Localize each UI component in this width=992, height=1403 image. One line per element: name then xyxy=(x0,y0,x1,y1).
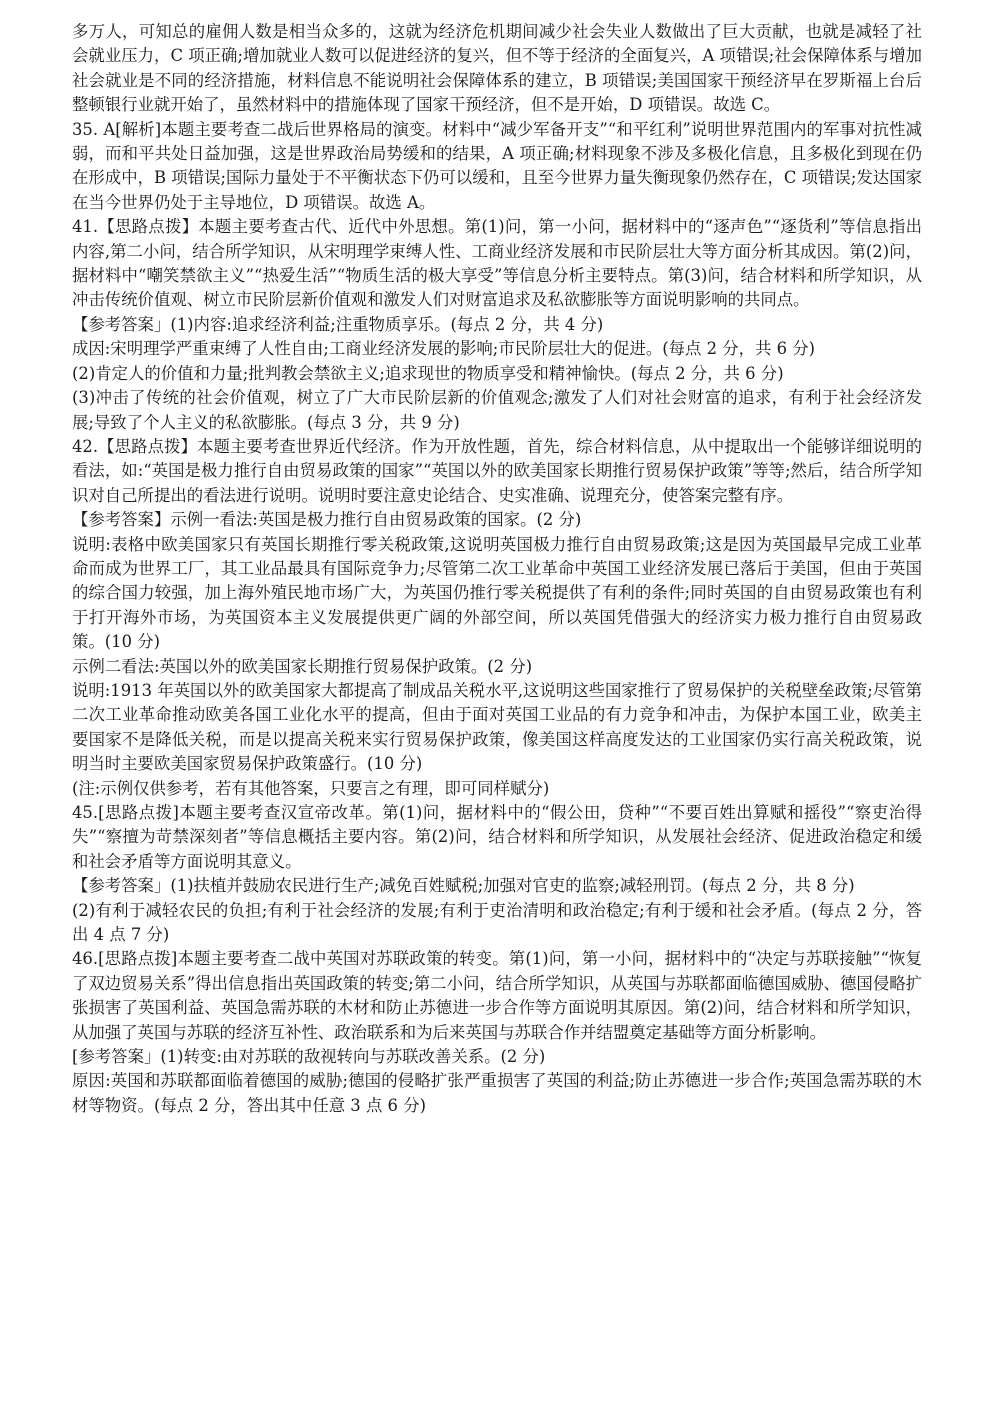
paragraph-35-answer: 35. A[解析]本题主要考查二战后世界格局的演变。材料中“减少军备开支”“和平红利”说明世界范围内的军事对抗性减弱，而和平共处日益加强，这是世界政治局势缓和的结果，A 项正确;材料现象不涉及多极化信息，且多极化到现在仍在形成中，B 项错误;国际力量处于不平衡状态下仍可以缓和，且至今世界力量失衡现象仍然存在，C 项错误;发达国家在当今世界仍处于主导地位，D 项错误。故选 A。 xyxy=(72,119,922,212)
paragraph-42-explanation-2: 说明:1913 年英国以外的欧美国家大都提高了制成品关税水平,这说明这些国家推行了贸易保护的关税壁垒政策;尽管第二次工业革命推动欧美各国工业化水平的提高，但由于面对英国工业品的有力竞争和冲击，为保护本国工业，欧美主要国家不是降低关税，而是以提高关税来实行贸易保护政策，像美国这样高度发达的工业国家仍实行高关税政策，说明当时主要欧美国家贸易保护政策盛行。(10 分) xyxy=(72,680,922,774)
paragraph-41-hint: 41.【思路点拨】本题主要考查古代、近代中外思想。第(1)问，第一小问，据材料中的“逐声色”“逐货利”等信息指出内容,第二小问，结合所学知识，从宋明理学束缚人性、工商业经济发展和市民阶层壮大等方面分析其成因。第(2)问，据材料中“嘲笑禁欲主义”“热爱生活”“物质生活的极大享受”等信息分析主要特点。第(3)问，结合材料和所学知识，从冲击传统价值观、树立市民阶层新价值观和激发人们对财富追求及私欲膨胀等方面说明影响的共同点。 xyxy=(72,217,922,310)
paragraph-34-continuation: 多万人，可知总的雇佣人数是相当众多的，这就为经济危机期间减少社会失业人数做出了巨大贡献，也就是减轻了社会就业压力，C 项正确;增加就业人数可以促进经济的复兴，但不等于经济的全面复兴，A 项错误;社会保障体系与增加社会就业是不同的经济措施，材料信息不能说明社会保障体系的建立，B 项错误;美国国家干预经济早在罗斯福上台后整顿银行业就开始了，虽然材料中的措施体现了国家干预经济，但不是开始，D 项错误。故选 C。 xyxy=(72,22,922,115)
paragraph-42-note: (注:示例仅供参考，若有其他答案，只要言之有理，即可同样赋分) xyxy=(72,778,550,798)
paragraph-46-answer-1: [参考答案」(1)转变:由对苏联的敌视转向与苏联改善关系。(2 分) xyxy=(72,1047,546,1067)
paragraph-45-answer-2: (2)有利于减轻农民的负担;有利于社会经济的发展;有利于吏治清明和政治稳定;有利于缓和社会矛盾。(每点 2 分，答出 4 点 7 分) xyxy=(72,900,922,945)
paragraph-46-causes: 原因:英国和苏联都面临着德国的威胁;德国的侵略扩张严重损害了英国的利益;防止苏德进一步合作;英国急需苏联的木材等物资。(每点 2 分，答出其中任意 3 点 6 分) xyxy=(72,1071,922,1115)
paragraph-42-example-1: 【参考答案】示例一看法:英国是极力推行自由贸易政策的国家。(2 分) xyxy=(72,510,582,530)
paragraph-42-hint: 42.【思路点拨】本题主要考查世界近代经济。作为开放性题，首先，综合材料信息，从中提取出一个能够详细说明的看法，如:“英国是极力推行自由贸易政策的国家”“英国以外的欧美国家长期推行贸易保护政策”等等;然后，结合所学知识对自己所提出的看法进行说明。说明时要注意史论结合、史实准确、说理充分，使答案完整有序。 xyxy=(72,436,922,505)
paragraph-45-answer-1: 【参考答案」(1)扶植并鼓励农民进行生产;减免百姓赋税;加强对官吏的监察;减轻刑罚。(每点 2 分，共 8 分) xyxy=(72,876,855,896)
paragraph-41-answer-1: 【参考答案」(1)内容:追求经济利益;注重物质享乐。(每点 2 分，共 4 分) xyxy=(72,314,604,334)
paragraph-46-hint: 46.[思路点拨]本题主要考查二战中英国对苏联政策的转变。第(1)问，第一小问，据材料中的“决定与苏联接触”“恢复了双边贸易关系”得出信息指出英国政策的转变;第二小问，结合所学知识，从英国与苏联都面临德国威胁、德国侵略扩张损害了英国利益、英国急需苏联的木材和防止苏德进一步合作等方面说明其原因。第(2)问，结合材料和所学知识，从加强了英国与苏联的经济互补性、政治联系和为后来英国与苏联合作并结盟奠定基础等方面分析影响。 xyxy=(72,949,922,1042)
paragraph-41-answer-3: (3)冲击了传统的社会价值观，树立了广大市民阶层新的价值观念;激发了人们对社会财富的追求，有利于社会经济发展;导致了个人主义的私欲膨胀。(每点 3 分，共 9 分) xyxy=(72,388,922,432)
paragraph-42-explanation-1: 说明:表格中欧美国家只有英国长期推行零关税政策,这说明英国极力推行自由贸易政策;这是因为英国最早完成工业革命而成为世界工厂，其工业品最具有国际竞争力;尽管第二次工业革命中英国工业经济发展已落后于美国，但由于英国的综合国力较强，加上海外殖民地市场广大，为英国仍推行零关税提供了有利的条件;同时英国的自由贸易政策也有利于打开海外市场，为英国资本主义发展提供更广阔的外部空间，所以英国凭借强大的经济实力极力推行自由贸易政策。(10 分) xyxy=(72,534,922,652)
document-page xyxy=(72,20,922,1118)
paragraph-41-answer-2: (2)肯定人的价值和力量;批判教会禁欲主义;追求现世的物质享受和精神愉快。(每点 2 分，共 6 分) xyxy=(72,363,784,383)
paragraph-42-example-2: 示例二看法:英国以外的欧美国家长期推行贸易保护政策。(2 分) xyxy=(72,656,533,676)
paragraph-41-causes: 成因:宋明理学严重束缚了人性自由;工商业经济发展的影响;市民阶层壮大的促进。(每点 2 分，共 6 分) xyxy=(72,339,816,359)
paragraph-45-hint: 45.[思路点拨]本题主要考查汉宣帝改革。第(1)问，据材料中的“假公田，贷种”“不要百姓出算赋和摇役”“察吏治得失”“察擅为苛禁深刻者”等信息概括主要内容。第(2)问，结合材料和所学知识，从发展社会经济、促进政治稳定和缓和社会矛盾等方面说明其意义。 xyxy=(72,803,922,871)
